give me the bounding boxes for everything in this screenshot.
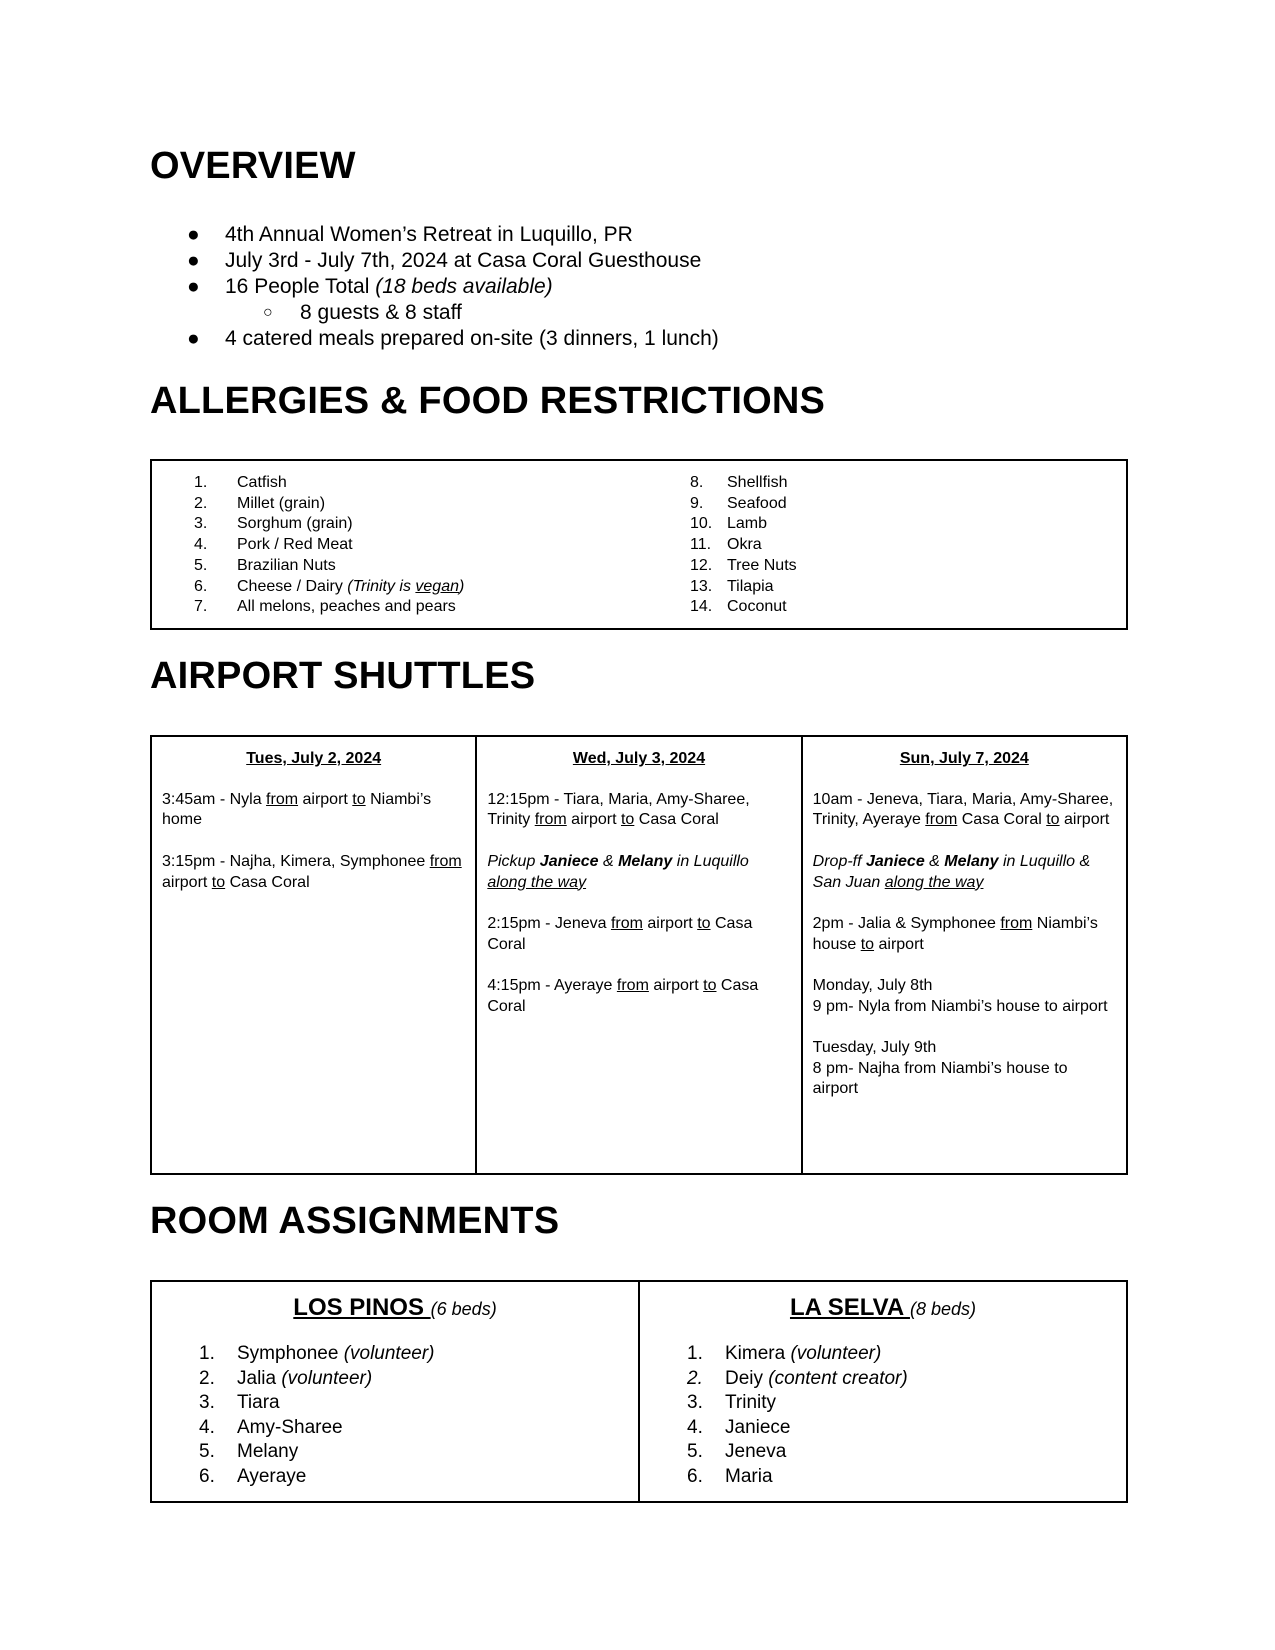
bullet-icon: ● [187, 249, 200, 272]
list-item: 13. Tilapia [690, 577, 774, 595]
allergies-list-left [152, 473, 622, 618]
shuttle-entry: 3:45am - Nyla from airport to Niambi’s home [162, 790, 432, 829]
list-item: 1. Catfish [194, 474, 287, 491]
list-item: 5. Jeneva [687, 1441, 787, 1463]
rooms-heading: ROOM ASSIGNMENTS [150, 1200, 560, 1242]
list-item: 2. Millet (grain) [194, 494, 326, 512]
shuttle-entry: 2:15pm - Jeneva from airport to Casa Coral [487, 914, 753, 953]
list-item: 6. Cheese / Dairy (Trinity is vegan) [194, 577, 465, 595]
pickup-note: Pickup Janiece & Melany in Luquillo along the way [487, 852, 749, 891]
rooms-table [150, 1280, 1128, 1503]
shuttle-column-sun [803, 737, 1126, 1173]
list-item: ● July 3rd - July 7th, 2024 at Casa Coral Guesthouse [187, 249, 702, 272]
shuttle-entry: 2pm - Jalia & Symphonee from Niambi’s house to airport [812, 914, 1098, 953]
list-item: ○ 8 guests & 8 staff [263, 301, 462, 324]
shuttle-entry: 3:15pm - Najha, Kimera, Symphonee from airport to Casa Coral [162, 852, 462, 891]
list-item: ● 4th Annual Women’s Retreat in Luquillo, PR [187, 223, 633, 246]
shuttles-heading: AIRPORT SHUTTLES [150, 655, 536, 697]
overview-list [150, 222, 719, 352]
overview-heading: OVERVIEW [150, 145, 356, 187]
allergies-heading: ALLERGIES & FOOD RESTRICTIONS [150, 380, 826, 422]
list-item: 4. Amy-Sharee [199, 1416, 343, 1438]
room-la-selva [640, 1282, 1126, 1501]
dropoff-note: Drop-ff Janiece & Melany in Luquillo & San Juan along the way [812, 852, 1091, 891]
list-item: 3. Sorghum (grain) [194, 515, 353, 533]
column-date: Wed, July 3, 2024 [572, 750, 706, 767]
room-list [152, 1342, 638, 1490]
list-item: 1. Symphonee (volunteer) [199, 1343, 435, 1364]
allergies-list-right [690, 473, 1090, 618]
list-item: 10. Lamb [690, 515, 768, 533]
room-los-pinos [152, 1282, 640, 1501]
list-item: 8. Shellfish [690, 474, 788, 491]
list-item: 3. Trinity [687, 1392, 777, 1414]
room-list [640, 1342, 1126, 1490]
shuttle-column-tues [152, 737, 477, 1173]
list-item: 3. Tiara [199, 1392, 280, 1414]
list-item: 5. Melany [199, 1441, 299, 1463]
shuttle-entry: 4:15pm - Ayeraye from airport to Casa Coral [487, 976, 759, 1015]
list-item: 11. Okra [690, 536, 762, 554]
shuttle-entry: 12:15pm - Tiara, Maria, Amy-Sharee, Trinity from airport to Casa Coral [487, 790, 750, 829]
list-item: 9. Seafood [690, 494, 787, 512]
list-item: 5. Brazilian Nuts [194, 556, 336, 574]
list-item: 4. Janiece [687, 1416, 791, 1438]
list-item: ● 16 People Total (18 beds available) [187, 275, 553, 298]
list-item: 12. Tree Nuts [690, 556, 797, 574]
list-item: ● 4 catered meals prepared on-site (3 dinners, 1 lunch) [187, 327, 719, 350]
shuttle-entry: 10am - Jeneva, Tiara, Maria, Amy-Sharee, Trinity, Ayeraye from Casa Coral to airport [812, 790, 1114, 829]
shuttle-column-wed [477, 737, 802, 1173]
shuttle-entry: Monday, July 8th 9 pm- Nyla from Niambi’s house to airport [812, 976, 1108, 1015]
allergies-table [150, 459, 1128, 630]
list-item: 6. Ayeraye [199, 1465, 307, 1487]
list-item: 4. Pork / Red Meat [194, 536, 353, 554]
list-item: 6. Maria [687, 1465, 773, 1487]
shuttles-table [150, 735, 1128, 1175]
hollow-bullet-icon: ○ [263, 304, 273, 321]
bullet-icon: ● [187, 223, 200, 246]
bullet-icon: ● [187, 327, 200, 350]
column-date: Sun, July 7, 2024 [899, 750, 1029, 767]
list-item: 7. All melons, peaches and pears [194, 598, 456, 616]
shuttle-entry: Tuesday, July 9th 8 pm- Najha from Niambi’s house to airport [812, 1039, 1068, 1098]
column-date: Tues, July 2, 2024 [246, 750, 382, 767]
bullet-icon: ● [187, 275, 200, 298]
list-item: 1. Kimera (volunteer) [687, 1343, 882, 1364]
list-item: 14. Coconut [690, 598, 787, 616]
room-title: LA SELVA (8 beds) [789, 1294, 977, 1321]
list-item: 2. Deiy (content creator) [687, 1367, 908, 1389]
list-item: 2. Jalia (volunteer) [199, 1367, 373, 1389]
room-title: LOS PINOS (6 beds) [293, 1294, 497, 1321]
